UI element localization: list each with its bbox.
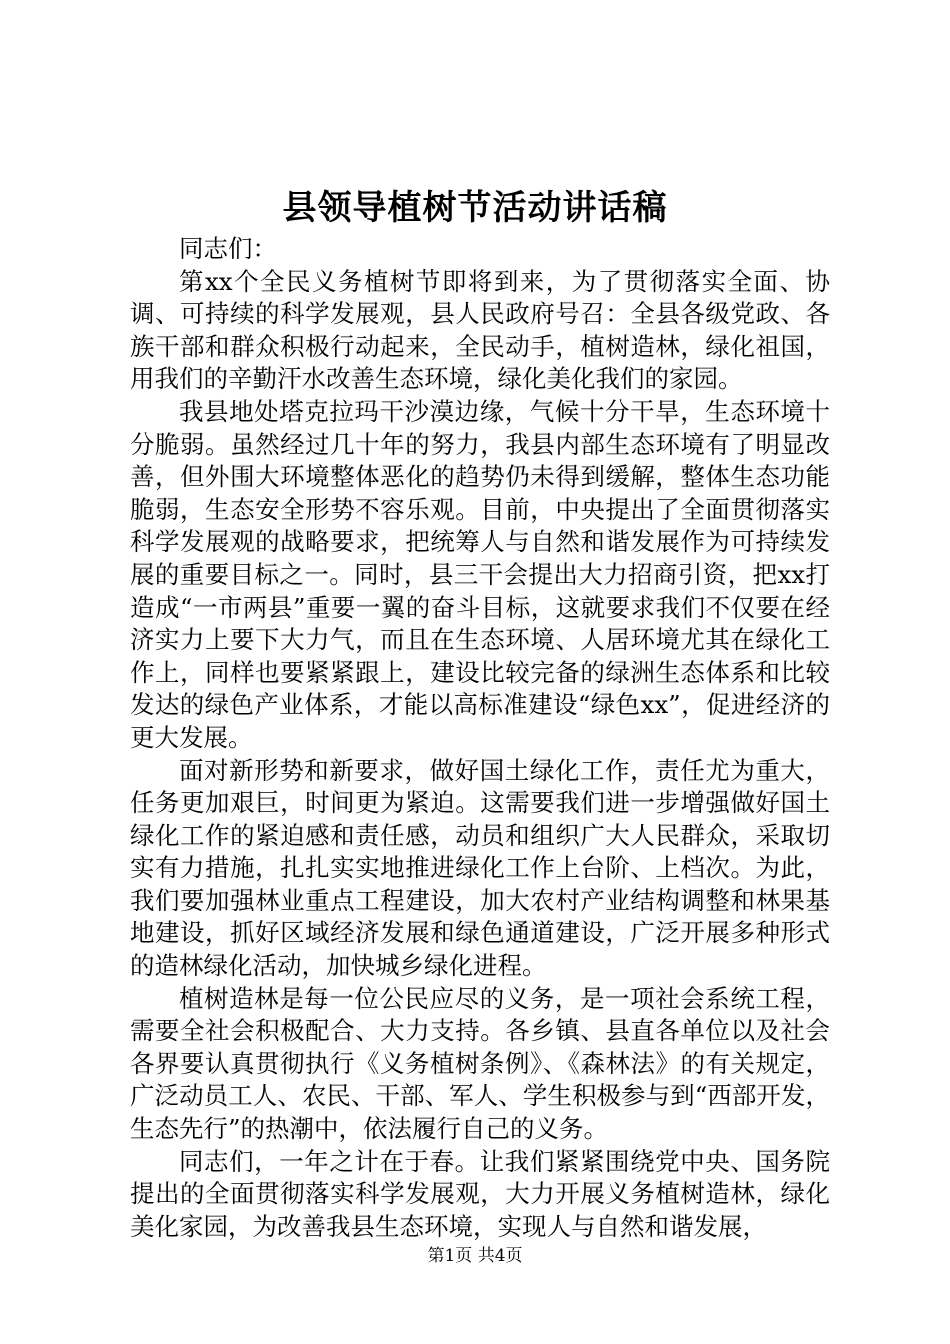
body-paragraph: 植树造林是每一位公民应尽的义务，是一项社会系统工程，需要全社会积极配合、大力支持。各乡镇、县直各单位以及社会各界要认真贯彻执行《义务植树条例》、《森林法》的有关规定，广泛动员工人、农民、干部、军人、学生积极参与到“西部开发，生态先行”的热潮中，依法履行自己的义务。: [130, 983, 830, 1144]
salutation: 同志们：: [179, 234, 277, 263]
body-paragraph: 同志们，一年之计在于春。让我们紧紧围绕党中央、国务院提出的全面贯彻落实科学发展观，大力开展义务植树造林，绿化美化家园，为改善我县生态环境，实现人与自然和谐发展，: [130, 1146, 830, 1241]
document-body: [130, 233, 830, 1243]
body-paragraph: 我县地处塔克拉玛干沙漠边缘，气候十分干旱，生态环境十分脆弱。虽然经过几十年的努力，我县内部生态环境有了明显改善，但外围大环境整体恶化的趋势仍未得到缓解，整体生态功能脆弱，生态安全形势不容乐观。目前，中央提出了全面贯彻落实科学发展观的战略要求，把统筹人与自然和谐发展作为可持续发展的重要目标之一。同时，县三干会提出大力招商引资，把xx打造成“一市两县”重要一翼的奋斗目标，这就要求我们不仅要在经济实力上要下大力气，而且在生态环境、人居环境尤其在绿化工作上，同样也要紧紧跟上，建设比较完备的绿洲生态体系和比较发达的绿色产业体系，才能以高标准建设“绿色xx”，促进经济的更大发展。: [130, 396, 830, 752]
document-title: 县领导植树节活动讲话稿: [282, 188, 668, 228]
page-footer: [0, 1244, 950, 1268]
body-paragraph: 第xx个全民义务植树节即将到来，为了贯彻落实全面、协调、可持续的科学发展观，县人民政府号召：全县各级党政、各族干部和群众积极行动起来，全民动手，植树造林，绿化祖国，用我们的辛勤汗水改善生态环境，绿化美化我们的家园。: [130, 266, 830, 394]
page-number: 第1页 共4页: [427, 1246, 523, 1266]
body-paragraph: 面对新形势和新要求，做好国土绿化工作，责任尤为重大，任务更加艰巨，时间更为紧迫。这需要我们进一步增强做好国土绿化工作的紧迫感和责任感，动员和组织广大人民群众，采取切实有力措施，扎扎实实地推进绿化工作上台阶、上档次。为此，我们要加强林业重点工程建设，加大农村产业结构调整和林果基地建设，抓好区域经济发展和绿色通道建设，广泛开展多种形式的造林绿化活动，加快城乡绿化进程。: [130, 755, 830, 981]
